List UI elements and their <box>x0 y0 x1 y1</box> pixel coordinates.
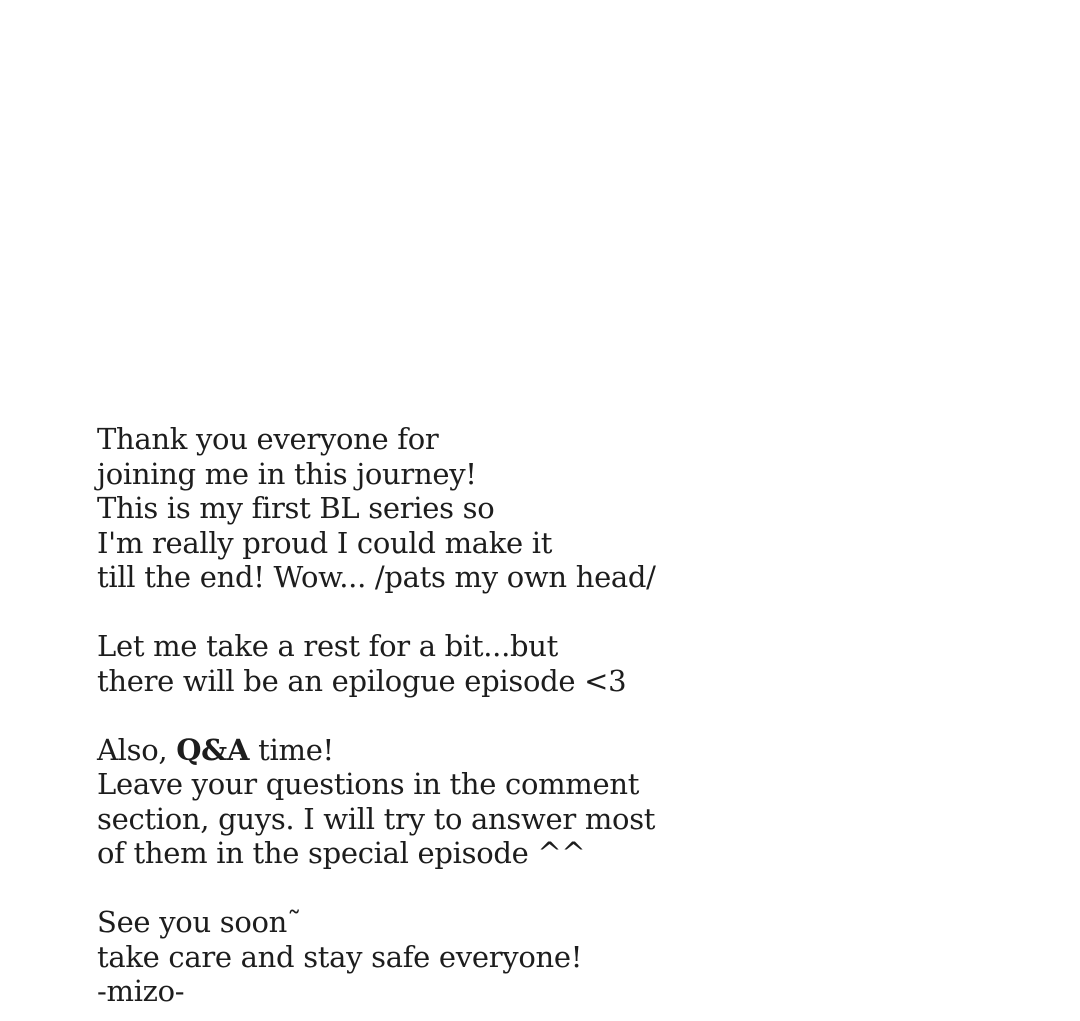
qa-line <box>97 733 997 768</box>
qa-highlight: Q&A <box>176 732 250 767</box>
text-line: take care and stay safe everyone! <box>97 939 583 974</box>
text-line: I'm really proud I could make it <box>97 525 553 560</box>
text-line: This is my first BL series so <box>97 491 495 525</box>
text-line: there will be an epilogue episode <3 <box>97 663 627 698</box>
text-line: joining me in this journey! <box>97 456 477 491</box>
rest-paragraph <box>97 629 997 698</box>
text-line: till the end! Wow... /pats my own head/ <box>97 560 656 594</box>
text-line: section, guys. I will try to answer most <box>97 801 656 836</box>
signoff-paragraph <box>97 905 997 1009</box>
text-line: of them in the special episode ^^ <box>97 836 586 870</box>
author-note <box>97 422 997 1009</box>
text-line: Let me take a rest for a bit...but <box>97 629 558 663</box>
text-line: See you soon˜ <box>97 905 302 939</box>
thank-you-paragraph <box>97 422 997 595</box>
author-signature: -mizo- <box>97 974 185 1008</box>
text-line: Thank you everyone for <box>97 422 439 456</box>
text-line: Leave your questions in the comment <box>97 767 640 801</box>
qa-suffix: time! <box>249 732 334 767</box>
qa-paragraph <box>97 733 997 871</box>
qa-prefix: Also, <box>97 732 177 767</box>
